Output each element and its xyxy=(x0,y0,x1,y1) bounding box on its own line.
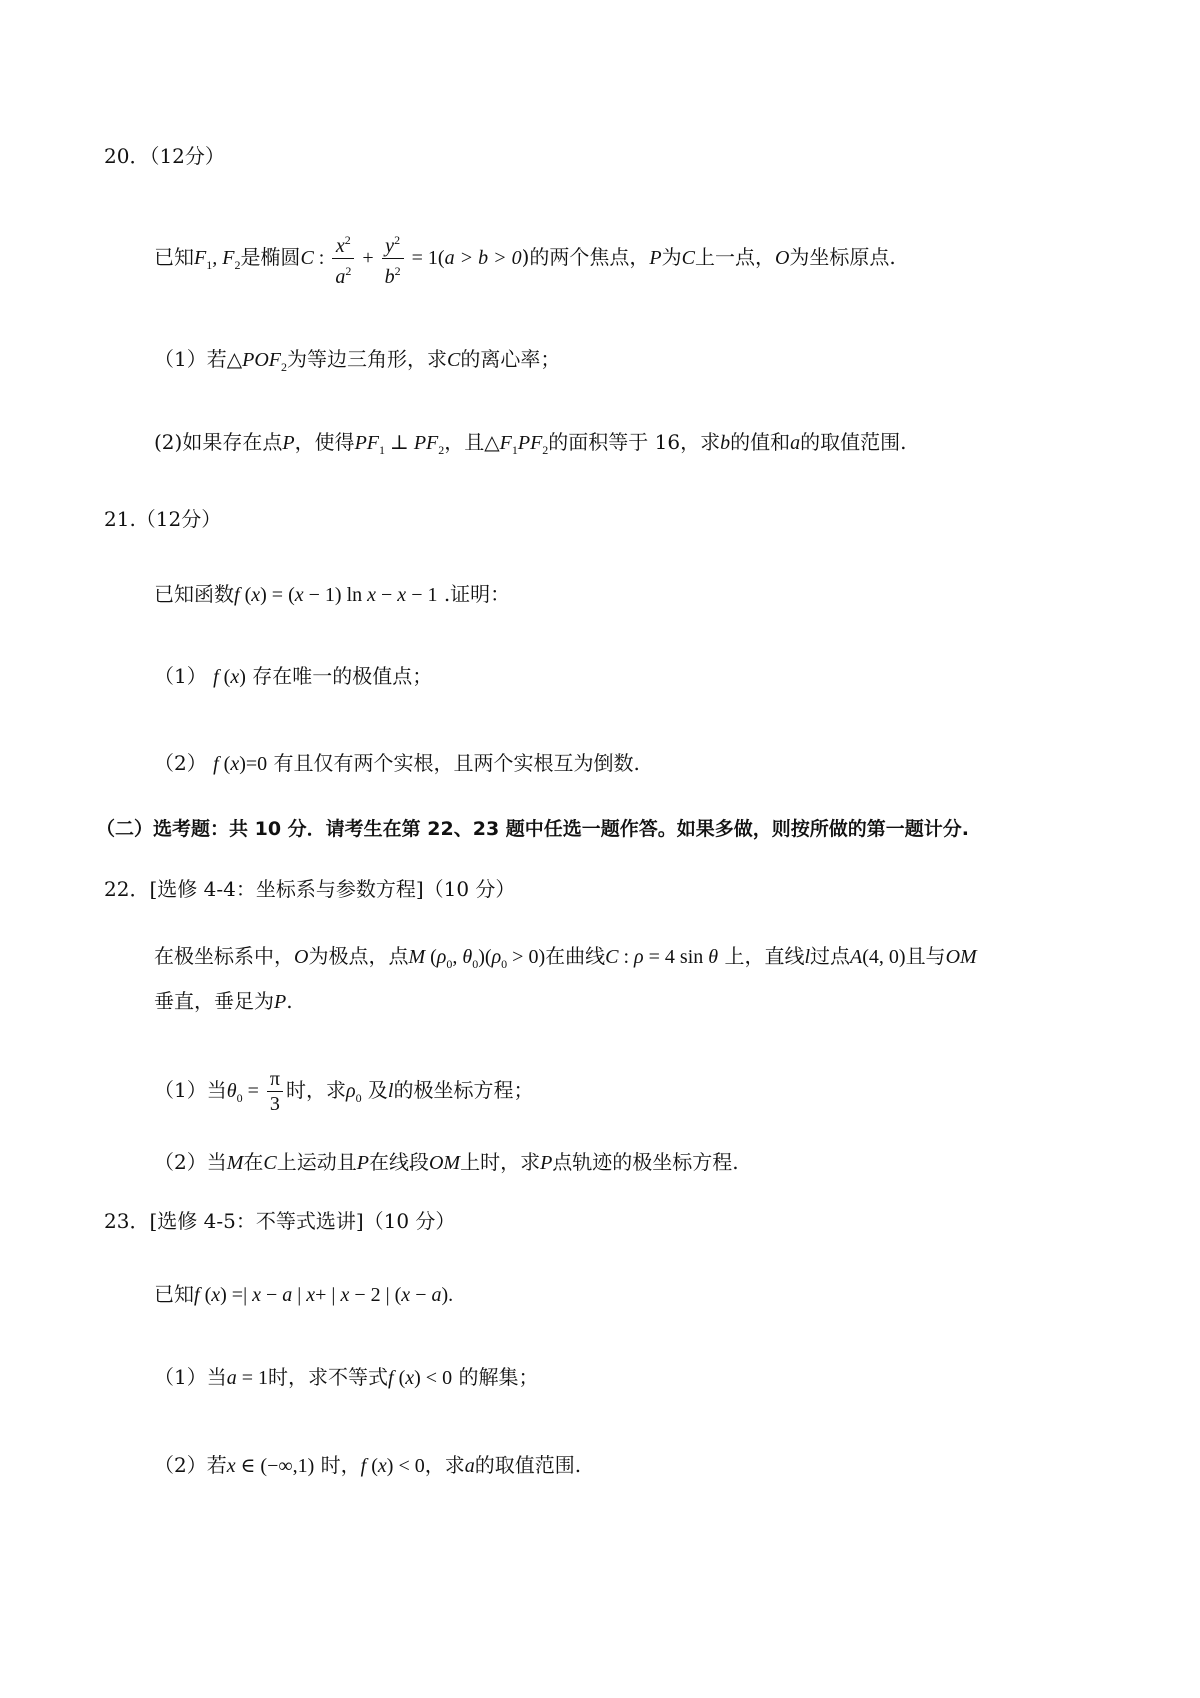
question-21-part-2 xyxy=(154,749,640,778)
math: x xyxy=(401,1284,411,1306)
text: 过点 xyxy=(810,944,851,968)
math: x xyxy=(226,1455,236,1477)
math: : xyxy=(618,946,635,968)
text: 的取值范围. xyxy=(474,1453,582,1477)
math: P xyxy=(356,1152,369,1174)
math: ( xyxy=(393,1367,406,1389)
question-20-stem xyxy=(154,228,896,289)
math: ⊥ xyxy=(385,432,414,454)
math: ). xyxy=(441,1284,454,1306)
math: = 4 sin xyxy=(643,946,709,968)
text: 为极点，点 xyxy=(308,944,409,968)
math: P xyxy=(649,247,662,269)
text: （1）当 xyxy=(154,1078,227,1102)
text: 时， xyxy=(314,1453,361,1477)
math: x xyxy=(397,584,407,606)
section-2-heading: （二）选考题：共 10 分．请考生在第 22、23 题中任选一题作答。如果多做，则按所做的第一题计分. xyxy=(96,818,970,840)
question-22-stem xyxy=(154,942,977,978)
math: ( xyxy=(199,1284,212,1306)
math: x xyxy=(340,1284,350,1306)
text: 且与 xyxy=(905,944,946,968)
math: a xyxy=(464,1455,475,1477)
math: ( xyxy=(425,946,437,968)
question-23-stem xyxy=(154,1280,453,1309)
math: x xyxy=(252,1284,261,1306)
text: ，且△ xyxy=(444,430,500,454)
math: OM xyxy=(945,946,977,968)
subscript: 0 xyxy=(355,1091,362,1105)
math: F xyxy=(499,432,512,454)
subscript: 0 xyxy=(446,957,453,971)
math: − 1 xyxy=(406,584,438,606)
fraction-y2-b2 xyxy=(382,228,404,289)
math: f xyxy=(213,666,219,688)
fraction-pi-over-3 xyxy=(267,1067,283,1116)
math: ρ xyxy=(634,946,644,968)
text: . xyxy=(286,989,293,1013)
question-21-stem xyxy=(154,580,510,609)
text: 垂直，垂足为 xyxy=(154,989,274,1013)
text: 是椭圆 xyxy=(240,245,301,269)
denominator xyxy=(382,259,404,289)
math: ( xyxy=(366,1455,378,1477)
denominator-exp: 2 xyxy=(345,264,352,278)
numerator: π xyxy=(267,1067,283,1092)
subscript: 0 xyxy=(501,957,508,971)
question-23-part-2 xyxy=(154,1451,581,1480)
math: x xyxy=(405,1367,415,1389)
math: )=0 xyxy=(239,753,268,775)
math: , F xyxy=(212,247,235,269)
math: M xyxy=(408,946,426,968)
math: (4, 0) xyxy=(862,946,906,968)
math: l xyxy=(387,1080,394,1102)
numerator-exp: 2 xyxy=(394,233,401,247)
text: 时，求 xyxy=(285,1078,346,1102)
math: C xyxy=(300,247,314,269)
math: = 1( xyxy=(406,247,445,269)
math: − 1) ln xyxy=(303,584,368,606)
text: .证明： xyxy=(437,582,511,606)
text: 上运动且 xyxy=(276,1150,357,1174)
math: a xyxy=(282,1284,293,1306)
math: C xyxy=(263,1152,277,1174)
math: ∈ (−∞,1) xyxy=(235,1455,315,1477)
math: PF xyxy=(354,432,379,454)
text: 及 xyxy=(361,1078,388,1102)
math: ( xyxy=(218,753,231,775)
question-23-part-1 xyxy=(154,1363,538,1392)
math: ρ xyxy=(491,946,502,968)
text: 在极坐标系中， xyxy=(154,944,294,968)
text: （1）当 xyxy=(154,1365,227,1389)
math: x xyxy=(294,584,304,606)
math: )( xyxy=(478,946,492,968)
text: ，求 xyxy=(424,1453,465,1477)
text: 上，直线 xyxy=(718,944,805,968)
text: (2)如果存在点 xyxy=(154,430,283,454)
math: A xyxy=(850,946,863,968)
subscript: 2 xyxy=(281,360,287,374)
math: | xyxy=(292,1284,307,1306)
math: − 2 | ( xyxy=(349,1284,402,1306)
text: 存在唯一的极值点； xyxy=(245,664,433,688)
math: + | xyxy=(315,1284,341,1306)
math: f xyxy=(213,753,219,775)
math: − xyxy=(376,584,398,606)
math: PF xyxy=(517,432,543,454)
math: θ xyxy=(226,1080,237,1102)
math: f xyxy=(388,1367,394,1389)
text: 时，求不等式 xyxy=(268,1365,389,1389)
numerator-var: x xyxy=(335,235,345,257)
math: F xyxy=(194,247,207,269)
fraction-x2-a2 xyxy=(332,228,354,289)
math: P xyxy=(274,991,287,1013)
math: POF xyxy=(242,349,281,371)
math: x xyxy=(211,1284,221,1306)
subscript: 2 xyxy=(542,443,549,457)
text: 为坐标原点. xyxy=(789,245,896,269)
math: = xyxy=(242,1080,264,1102)
math: a xyxy=(226,1367,237,1389)
text: 已知 xyxy=(154,1282,194,1306)
text: 有且仅有两个实根，且两个实根互为倒数. xyxy=(267,751,640,775)
math: x xyxy=(230,753,240,775)
denominator-var: a xyxy=(335,266,346,288)
math: a xyxy=(431,1284,442,1306)
math: ( xyxy=(239,584,252,606)
text: 在线段 xyxy=(368,1150,429,1174)
math: O xyxy=(774,247,790,269)
math: θ xyxy=(708,946,719,968)
math: C xyxy=(447,349,461,371)
text: （1）若△ xyxy=(154,347,243,371)
subscript: 2 xyxy=(234,258,241,272)
subscript: 1 xyxy=(379,443,385,457)
math: θ xyxy=(462,946,473,968)
math: OM xyxy=(428,1152,461,1174)
math: ) < 0 xyxy=(414,1367,453,1389)
denominator xyxy=(332,259,354,289)
math: ( xyxy=(218,666,231,688)
text: （2）若 xyxy=(154,1453,227,1477)
question-20-header: 20．（12分） xyxy=(104,144,225,168)
denominator-exp: 2 xyxy=(394,264,401,278)
math: C xyxy=(605,946,619,968)
math: f xyxy=(360,1455,367,1477)
text: 在曲线 xyxy=(545,944,606,968)
question-21-header: 21.（12分） xyxy=(104,507,222,531)
text: 点轨迹的极坐标方程. xyxy=(552,1150,739,1174)
text: 的面积等于 16，求 xyxy=(548,430,721,454)
text: )的两个焦点， xyxy=(521,245,650,269)
text: 为等边三角形，求 xyxy=(287,347,447,371)
math: x xyxy=(230,666,240,688)
numerator xyxy=(332,228,354,259)
question-21-part-1 xyxy=(154,662,432,691)
math: ) xyxy=(239,666,246,688)
math: P xyxy=(540,1152,553,1174)
math: ) =| xyxy=(220,1284,253,1306)
text: 上一点， xyxy=(694,245,775,269)
numerator-exp: 2 xyxy=(344,233,351,247)
math: a > b > 0 xyxy=(444,247,522,269)
math: x xyxy=(251,584,261,606)
text: ，使得 xyxy=(294,430,355,454)
text: 已知 xyxy=(154,245,194,269)
math: PF xyxy=(413,432,439,454)
math: x xyxy=(377,1455,387,1477)
math: O xyxy=(294,946,309,968)
subscript: 1 xyxy=(511,443,518,457)
math: , xyxy=(452,946,463,968)
text: 的值和 xyxy=(730,430,791,454)
math: = 1 xyxy=(236,1367,269,1389)
text: 的解集； xyxy=(452,1365,539,1389)
question-22-header: 22．[选修 4-4：坐标系与参数方程]（10 分） xyxy=(104,877,516,901)
math: b xyxy=(720,432,731,454)
math: f xyxy=(194,1284,200,1306)
math: P xyxy=(282,432,295,454)
text: （2）当 xyxy=(154,1150,227,1174)
subscript: 2 xyxy=(438,443,445,457)
numerator xyxy=(382,228,404,259)
subscript: 1 xyxy=(206,258,213,272)
question-20-part-2 xyxy=(154,428,906,464)
math: > 0) xyxy=(507,946,546,968)
text: （1） xyxy=(154,664,214,688)
text: 为 xyxy=(661,245,682,269)
subscript: 0 xyxy=(472,957,479,971)
question-20-part-1 xyxy=(154,345,560,381)
text: 的极坐标方程； xyxy=(393,1078,534,1102)
denominator-var: b xyxy=(384,266,395,288)
math: ) = ( xyxy=(260,584,295,606)
math: l xyxy=(804,946,811,968)
text: 在 xyxy=(243,1150,264,1174)
math: ) < 0 xyxy=(386,1455,425,1477)
text: 已知函数 xyxy=(154,582,234,606)
text: 的离心率； xyxy=(460,347,561,371)
text: 上时，求 xyxy=(460,1150,541,1174)
math: ρ xyxy=(436,946,447,968)
numerator-var: y xyxy=(385,235,395,257)
question-22-part-1 xyxy=(154,1067,533,1116)
math: x xyxy=(367,584,377,606)
math: f xyxy=(234,584,240,606)
math: x xyxy=(306,1284,316,1306)
subscript: 0 xyxy=(236,1091,243,1105)
math: a xyxy=(790,432,801,454)
math: + xyxy=(357,247,379,269)
question-23-header: 23．[选修 4-5：不等式选讲]（10 分） xyxy=(104,1209,456,1233)
question-22-stem-continued xyxy=(154,987,293,1016)
math: − xyxy=(410,1284,432,1306)
denominator: 3 xyxy=(269,1093,280,1115)
math: ρ xyxy=(345,1080,356,1102)
text: 的取值范围. xyxy=(800,430,907,454)
math: C xyxy=(681,247,695,269)
math: : xyxy=(313,247,330,269)
text: （2） xyxy=(154,751,214,775)
math: M xyxy=(226,1152,244,1174)
question-22-part-2 xyxy=(154,1148,739,1177)
math: − xyxy=(260,1284,283,1306)
